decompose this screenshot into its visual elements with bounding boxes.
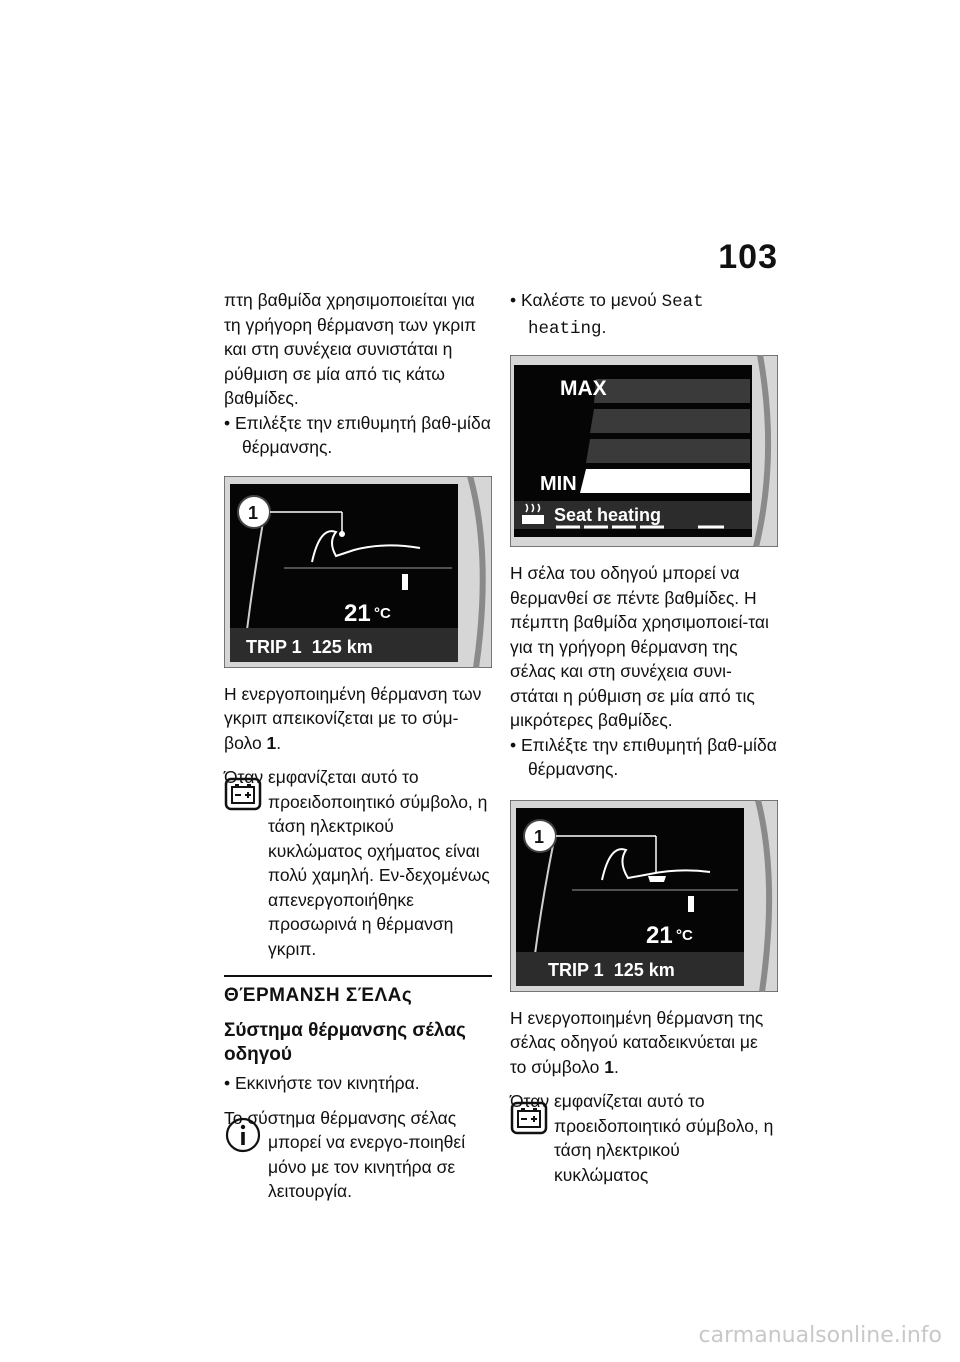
section-divider [224, 975, 492, 977]
max-label: MAX [560, 377, 607, 400]
trip-readout: TRIP 1 125 km [548, 959, 675, 980]
symbol-reference: 1 [266, 732, 277, 753]
temperature-value: 21 [646, 921, 673, 949]
bullet-item: • Επιλέξτε την επιθυμητή βαθ-μίδα θέρμανσης. [510, 734, 777, 779]
min-label: MIN [540, 473, 577, 495]
symbol-reference: 1 [604, 1056, 614, 1077]
watermark: carmanualsonline.info [698, 1323, 942, 1348]
seat-heating-level-1-bar [580, 469, 750, 493]
paragraph: πτη βαθμίδα χρησιμοποιείται για τη γρήγορη θέρμανση των γκριπ και στη συνέχεια συνιστάται η ρύθμιση σε μία από τις κάτω βαθμίδες. [224, 290, 477, 408]
right-column [510, 288, 778, 1187]
info-note [224, 1106, 492, 1204]
seat-heating-label: Seat heating [554, 505, 662, 525]
warning-note [510, 1089, 778, 1187]
trip-readout: TRIP 1 125 km [246, 636, 373, 657]
menu-name: Seat heating [528, 292, 704, 339]
temperature-value: 21 [344, 599, 371, 627]
bullet-item: • Επιλέξτε την επιθυμητή βαθ-μίδα θέρμανσης. [224, 412, 491, 457]
temperature-unit: °C [374, 604, 391, 622]
bullet-item: • Καλέστε το μενού Seat heating. [510, 290, 704, 339]
warning-note [224, 765, 492, 961]
paragraph: Η ενεργοποιημένη θέρμανση της σέλας οδηγού καταδεικνύεται με το σύμβολο 1. [510, 1007, 764, 1077]
temperature-unit: °C [676, 926, 693, 944]
left-column [224, 288, 492, 1204]
info-text: Το σύστημα θέρμανσης σέλας μπορεί να ενεργο-ποιηθεί μόνο με τον κινητήρα σε λειτουργία. [224, 1107, 466, 1201]
section-title: ΘΈΡΜΑΝΣΗ ΣΈΛΑς [224, 985, 413, 1006]
seat-heating-active-figure [510, 800, 778, 992]
page-number: 103 [718, 238, 778, 276]
paragraph: Η σέλα του οδηγού μπορεί να θερμανθεί σε πέντε βαθμίδες. Η πέμπτη βαθμίδα χρησιμοποιεί-ται για τη γρήγορη θέρμανση της σέλας και στη συνέχεια συνι-στάται η ρύθμιση σε μία από τις μικρότερες βαθμίδες. [510, 563, 769, 730]
callout-1: 1 [248, 502, 259, 523]
bullet-item: • Εκκινήστε τον κινητήρα. [224, 1073, 420, 1093]
warning-text: Όταν εμφανίζεται αυτό το προειδοποιητικό σύμβολο, η τάση ηλεκτρικού κυκλώματος οχήματος είναι πολύ χαμηλή. Εν-δεχομένως απενεργοποιήθηκε προσωρινά η θέρμανση γκριπ. [224, 767, 490, 959]
grip-heating-display-figure [224, 476, 492, 668]
subsection-title: Σύστημα θέρμανσης σέλας οδηγού [224, 1020, 466, 1065]
paragraph: Η ενεργοποιημένη θέρμανση των γκριπ απεικονίζεται με το σύμ-βολο 1. [224, 683, 482, 753]
seat-heating-display-figure [510, 355, 778, 547]
callout-1: 1 [534, 826, 545, 847]
warning-text: Όταν εμφανίζεται αυτό το προειδοποιητικό σύμβολο, η τάση ηλεκτρικού κυκλώματος [510, 1091, 774, 1185]
